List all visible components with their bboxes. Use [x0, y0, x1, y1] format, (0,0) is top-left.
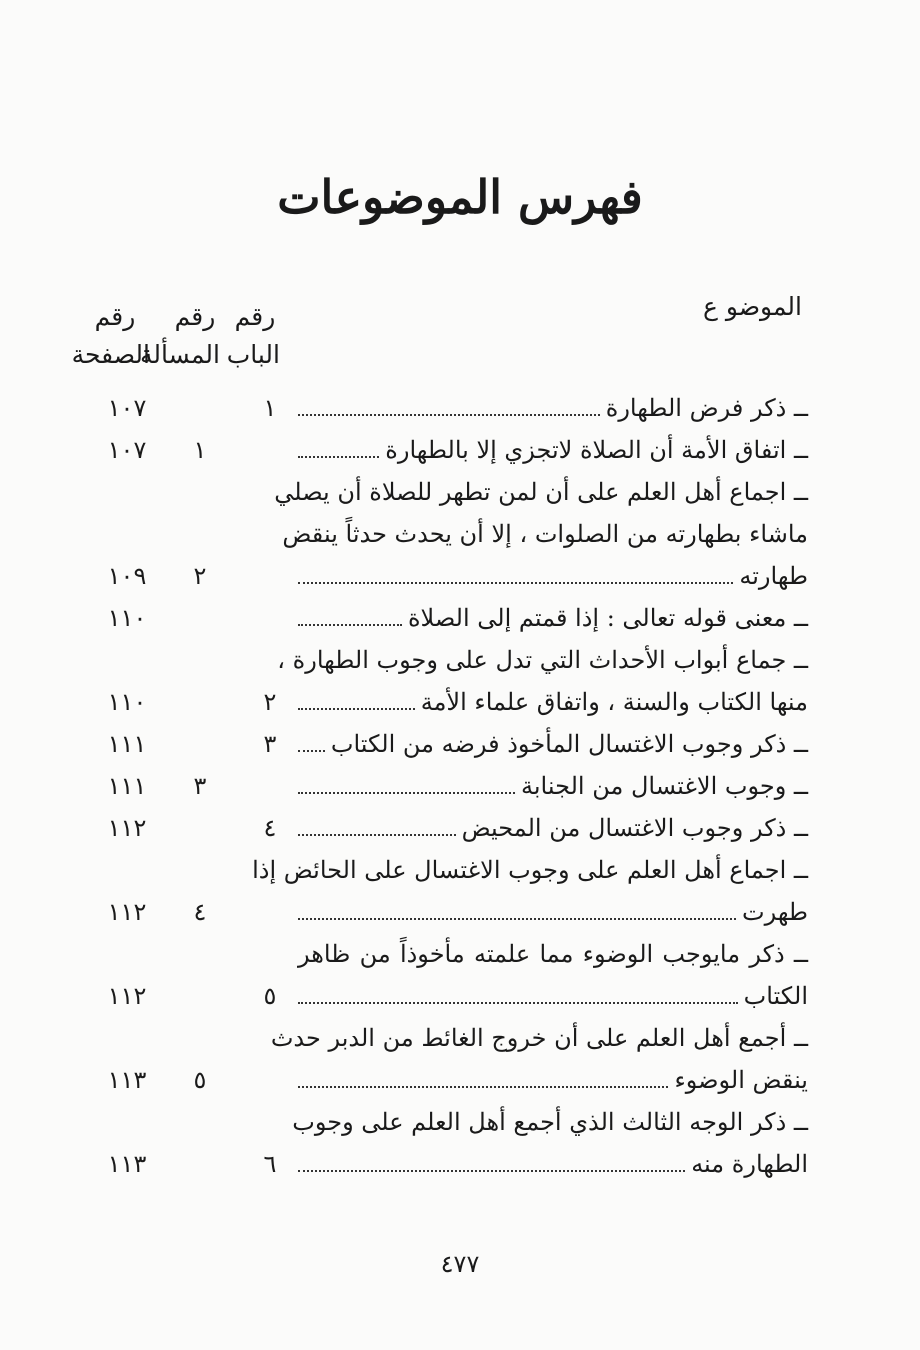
entry-line [298, 432, 808, 468]
header-masala: المسألة [140, 340, 220, 369]
leader-dots [298, 834, 456, 836]
entry-line [298, 390, 808, 426]
entry-text: ــ ذكر فرض الطهارة [605, 394, 808, 422]
leader-dots [298, 414, 600, 416]
chapter-number: ١ [263, 394, 277, 422]
header-safha: الصفحة [71, 340, 150, 369]
chapter-number: ٥ [263, 982, 277, 1010]
page-ref: ١١١ [107, 730, 147, 758]
entry-line: ــ جماع أبواب الأحداث التي تدل على وجوب الطهارة ، [277, 646, 808, 674]
entry-text: ــ وجوب الاغتسال من الجنابة [520, 772, 808, 800]
entry-line [298, 894, 808, 930]
entry-line: ــ اجماع أهل العلم على أن لمن تطهر للصلاة أن يصلي [274, 478, 808, 506]
entry-line [298, 978, 808, 1014]
chapter-number: ٤ [263, 814, 277, 842]
page-ref: ١١٢ [107, 814, 147, 842]
entry-line [298, 768, 808, 804]
entry-line [298, 600, 808, 636]
issue-number: ٥ [193, 1066, 207, 1094]
chapter-number: ٦ [263, 1150, 277, 1178]
entry-text: ــ ذكر وجوب الاغتسال المأخوذ فرضه من الكتاب [330, 730, 808, 758]
entry-text: طهرت [742, 898, 808, 926]
page-ref: ١١٢ [107, 898, 147, 926]
page-ref: ١٠٧ [107, 436, 147, 464]
header-raqm-safha: رقم [94, 302, 136, 331]
entry-line [298, 726, 808, 762]
page-title: فهرس الموضوعات [277, 170, 643, 224]
leader-dots [298, 1002, 738, 1004]
entry-text: الكتاب [743, 982, 808, 1010]
entry-text: ــ معنى قوله تعالى : إذا قمتم إلى الصلاة [407, 604, 808, 632]
page-ref: ١١٠ [107, 688, 147, 716]
entry-line [298, 1062, 808, 1098]
leader-dots [298, 1086, 668, 1088]
entry-line: ماشاء بطهارته من الصلوات ، إلا أن يحدث حدثاً ينقض [282, 520, 808, 548]
leader-dots [298, 708, 415, 710]
entry-line: ــ أجمع أهل العلم على أن خروج الغائط من الدبر حدث [270, 1024, 808, 1052]
entry-line: ــ ذكر مايوجب الوضوء مما علمته مأخوذاً من ظاهر [298, 940, 808, 968]
page-ref: ١١٣ [107, 1066, 147, 1094]
leader-dots [298, 1170, 685, 1172]
page-number: ٤٧٧ [440, 1250, 480, 1278]
entry-line: ــ ذكر الوجه الثالث الذي أجمع أهل العلم على وجوب [292, 1108, 808, 1136]
entry-text: ــ اتفاق الأمة أن الصلاة لاتجزي إلا بالطهارة [385, 436, 808, 464]
entry-line [298, 810, 808, 846]
entry-line [298, 558, 808, 594]
entry-text: ــ ذكر وجوب الاغتسال من المحيض [461, 814, 808, 842]
chapter-number: ٣ [263, 730, 277, 758]
leader-dots [298, 792, 515, 794]
issue-number: ٣ [193, 772, 207, 800]
issue-number: ١ [193, 436, 207, 464]
page-ref: ١١١ [107, 772, 147, 800]
entry-text: منها الكتاب والسنة ، واتفاق علماء الأمة [420, 688, 808, 716]
page-ref: ١٠٩ [107, 562, 147, 590]
entry-line [298, 1146, 808, 1182]
header-raqm-masala: رقم [174, 302, 216, 331]
entry-text: الطهارة منه [691, 1150, 808, 1178]
page-ref: ١٠٧ [107, 394, 147, 422]
leader-dots [298, 582, 733, 584]
entry-text: ينقض الوضوء [674, 1066, 808, 1094]
leader-dots [298, 624, 402, 626]
page-ref: ١١٢ [107, 982, 147, 1010]
leader-dots [298, 456, 379, 458]
page-ref: ١١٣ [107, 1150, 147, 1178]
issue-number: ٢ [193, 562, 207, 590]
entry-line [298, 684, 808, 720]
page-ref: ١١٠ [107, 604, 147, 632]
leader-dots [298, 918, 736, 920]
header-raqm-bab: رقم [234, 302, 276, 331]
entry-text: طهارته [739, 562, 808, 590]
entry-line: ــ اجماع أهل العلم على وجوب الاغتسال على الحائض إذا [252, 856, 808, 884]
issue-number: ٤ [193, 898, 207, 926]
chapter-number: ٢ [263, 688, 277, 716]
header-topic: الموضو ع [703, 292, 802, 321]
leader-dots [298, 750, 325, 752]
header-bab: الباب [226, 340, 280, 369]
